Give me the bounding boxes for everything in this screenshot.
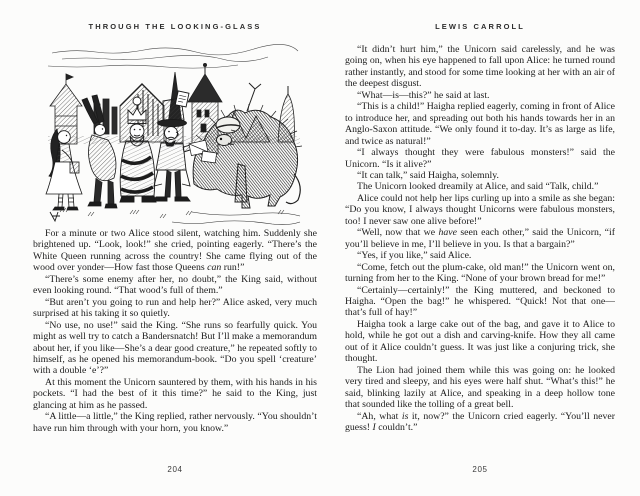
paragraph: “I always thought they were fabulous monsters!” said the Unicorn. “Is it alive?” [345, 147, 615, 170]
page-right [345, 0, 615, 496]
paragraph: “But aren’t you going to run and help her?” Alice asked, very much surprised at his taking it so quietly. [33, 296, 317, 320]
paragraph: “It can talk,” said Haigha, solemnly. [357, 169, 499, 181]
tenniel-illustration [42, 44, 308, 225]
left-page-text [33, 228, 317, 448]
paragraph: At this moment the Unicorn sauntered by them, with his hands in his pockets. “I had the best of it this time?” he said to the King, just glancing at him as he passed. [33, 376, 317, 411]
paragraph: “What—is—this?” he said at last. [357, 89, 490, 101]
paragraph: “This is a child!” Haigha replied eagerly, coming in front of Alice to introduce her, and spreading out both his hands towards her in an Anglo-Saxon attitude. “We only found it to-day. It’s as large as life, and twice as natural!” [345, 101, 615, 147]
paragraph: The Unicorn looked dreamily at Alice, and said “Talk, child.” [357, 181, 599, 193]
sky-lines [48, 44, 298, 68]
page-number-left: 204 [167, 465, 183, 474]
page-number-right: 205 [472, 465, 488, 474]
paragraph: Alice could not help her lips curling up into a smile as she began: “Do you know, I always thought Unicorns were fabulous monsters, too! I never saw one alive before!” [345, 192, 615, 227]
paragraph: “It didn’t hurt him,” the Unicorn said carelessly, and he was going on, when his eye happened to fall upon Alice: he turned round rather instantly, and stood for some time looking at her with an air of the deepest disgust. [345, 44, 615, 90]
right-page-text [345, 44, 615, 456]
paragraph: “Yes, if you like,” said Alice. [357, 250, 472, 262]
paragraph: Haigha took a large cake out of the bag, and gave it to Alice to hold, while he got out a dish and carving-knife. How they all came out of it Alice couldn’t guess. It was just like a conjuring trick, she thought. [345, 318, 615, 365]
paragraph: The Lion had joined them while this was going on: he looked very tired and sleepy, and his eyes were half shut. “What’s this!” he said, blinking lazily at Alice, and speaking in a deep hollow tone that sounded like the tolling of a great bell. [345, 364, 615, 411]
paragraph: “Ah, what is it, now?” the Unicorn cried eagerly. “You’ll never guess! I couldn’t.” [345, 410, 615, 433]
paragraph: “A little—a little,” the King replied, rather nervously. “You shouldn’t have run him through with your horn, you know.” [33, 411, 317, 434]
paragraph: “Come, fetch out the plum-cake, old man!” the Unicorn went on, turning from her to the King. “None of your brown bread for me!” [345, 261, 615, 285]
paragraph: “Well, now that we have seen each other,” said the Unicorn, “if you’ll believe in me, I’ll believe in you. Is that a bargain?” [345, 227, 615, 250]
paragraph: For a minute or two Alice stood silent, watching him. Suddenly she brightened up. “Look, look!” she cried, pointing eagerly. “There’s the White Queen running across the country! She came flying out of the wood over yonder—How fast those Queens can run!” [33, 228, 317, 274]
paragraph: “There’s some enemy after her, no doubt,” the King said, without even looking round. “That wood’s full of them.” [33, 273, 317, 297]
engraving-scene [42, 44, 308, 225]
running-head-left: THROUGH THE LOOKING-GLASS [88, 22, 262, 31]
paragraph: “No use, no use!” said the King. “She runs so fearfully quick. You might as well try to catch a Bandersnatch! But I’ll make a memorandum about her, if you like—She’s a dear good creature,” he repeated softly to himself, as he opened his memorandum-book. “Do you spell ‘creature’ with a double ‘e’?” [33, 319, 317, 377]
tenniel-monogram [50, 212, 60, 221]
paragraph: “Certainly—certainly!” the King muttered, and beckoned to Haigha. “Open the bag!” he whispered. “Quick! Not that one—that’s full of hay!” [345, 284, 615, 319]
ground-hatching [60, 208, 300, 225]
running-head-right: LEWIS CARROLL [435, 22, 525, 31]
page-left [33, 0, 317, 496]
